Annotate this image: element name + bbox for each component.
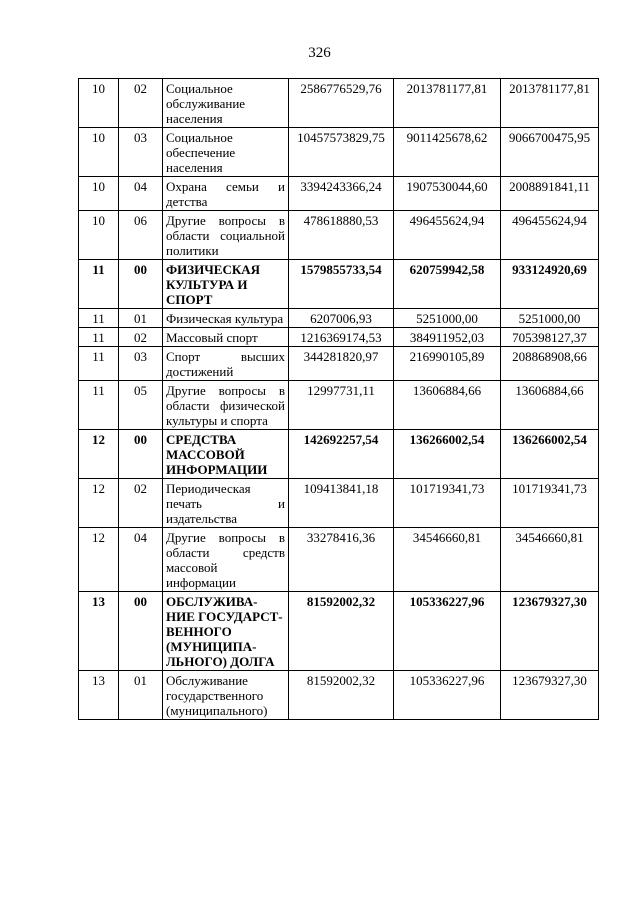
amount-cell-3: 123679327,30 (501, 671, 599, 720)
amount-cell-3: 136266002,54 (501, 430, 599, 479)
amount-cell-2: 384911952,03 (394, 328, 501, 347)
amount-cell-1: 81592002,32 (289, 671, 394, 720)
item-name-cell: Периодическая печать и издательства (163, 479, 289, 528)
item-name-cell: Охрана семьи и детства (163, 177, 289, 211)
amount-cell-2: 1907530044,60 (394, 177, 501, 211)
amount-cell-3: 9066700475,95 (501, 128, 599, 177)
budget-table (78, 78, 599, 720)
amount-cell-2: 5251000,00 (394, 309, 501, 328)
amount-cell-2: 105336227,96 (394, 592, 501, 671)
amount-cell-3: 933124920,69 (501, 260, 599, 309)
amount-cell-2: 620759942,58 (394, 260, 501, 309)
item-name-cell: Массовый спорт (163, 328, 289, 347)
section-code-cell: 10 (79, 211, 119, 260)
amount-cell-1: 1579855733,54 (289, 260, 394, 309)
table-row (79, 177, 599, 211)
section-code-cell: 10 (79, 128, 119, 177)
table-row (79, 381, 599, 430)
amount-cell-1: 2586776529,76 (289, 79, 394, 128)
subsection-code-cell: 02 (119, 479, 163, 528)
subsection-code-cell: 01 (119, 671, 163, 720)
amount-cell-1: 478618880,53 (289, 211, 394, 260)
section-code-cell: 12 (79, 528, 119, 592)
amount-cell-1: 109413841,18 (289, 479, 394, 528)
amount-cell-1: 81592002,32 (289, 592, 394, 671)
subsection-code-cell: 00 (119, 430, 163, 479)
amount-cell-2: 9011425678,62 (394, 128, 501, 177)
section-code-cell: 11 (79, 260, 119, 309)
section-total-row (79, 260, 599, 309)
amount-cell-3: 13606884,66 (501, 381, 599, 430)
subsection-code-cell: 00 (119, 592, 163, 671)
section-total-row (79, 430, 599, 479)
section-code-cell: 10 (79, 177, 119, 211)
amount-cell-1: 1216369174,53 (289, 328, 394, 347)
amount-cell-3: 5251000,00 (501, 309, 599, 328)
section-code-cell: 11 (79, 309, 119, 328)
subsection-code-cell: 03 (119, 347, 163, 381)
amount-cell-1: 12997731,11 (289, 381, 394, 430)
table-row (79, 309, 599, 328)
subsection-code-cell: 04 (119, 528, 163, 592)
table-row (79, 347, 599, 381)
item-name-cell: ОБСЛУЖИВА- НИЕ ГОСУДАРСТ- ВЕННОГО (МУНИЦИПА- ЛЬНОГО) ДОЛГА (163, 592, 289, 671)
amount-cell-1: 10457573829,75 (289, 128, 394, 177)
amount-cell-2: 2013781177,81 (394, 79, 501, 128)
table-row (79, 528, 599, 592)
item-name-cell: Обслуживание государственного (муниципального) (163, 671, 289, 720)
section-code-cell: 10 (79, 79, 119, 128)
table-row (79, 79, 599, 128)
amount-cell-2: 216990105,89 (394, 347, 501, 381)
amount-cell-1: 344281820,97 (289, 347, 394, 381)
item-name-cell: Другие вопросы в области физической культуры и спорта (163, 381, 289, 430)
amount-cell-3: 2008891841,11 (501, 177, 599, 211)
table-row (79, 671, 599, 720)
amount-cell-3: 2013781177,81 (501, 79, 599, 128)
section-code-cell: 13 (79, 592, 119, 671)
subsection-code-cell: 01 (119, 309, 163, 328)
budget-table-body (79, 79, 599, 720)
section-code-cell: 12 (79, 479, 119, 528)
page-number: 326 (308, 45, 331, 61)
section-code-cell: 11 (79, 347, 119, 381)
amount-cell-2: 101719341,73 (394, 479, 501, 528)
amount-cell-3: 123679327,30 (501, 592, 599, 671)
amount-cell-1: 3394243366,24 (289, 177, 394, 211)
section-code-cell: 13 (79, 671, 119, 720)
item-name-cell: Физическая культура (163, 309, 289, 328)
item-name-cell: Другие вопросы в области социальной политики (163, 211, 289, 260)
subsection-code-cell: 02 (119, 79, 163, 128)
section-total-row (79, 592, 599, 671)
subsection-code-cell: 03 (119, 128, 163, 177)
section-code-cell: 11 (79, 381, 119, 430)
table-row (79, 479, 599, 528)
subsection-code-cell: 00 (119, 260, 163, 309)
amount-cell-3: 705398127,37 (501, 328, 599, 347)
amount-cell-1: 33278416,36 (289, 528, 394, 592)
item-name-cell: ФИЗИЧЕСКАЯ КУЛЬТУРА И СПОРТ (163, 260, 289, 309)
section-code-cell: 12 (79, 430, 119, 479)
subsection-code-cell: 02 (119, 328, 163, 347)
subsection-code-cell: 04 (119, 177, 163, 211)
subsection-code-cell: 05 (119, 381, 163, 430)
amount-cell-1: 142692257,54 (289, 430, 394, 479)
item-name-cell: Социальное обеспечение населения (163, 128, 289, 177)
item-name-cell: Спорт высших достижений (163, 347, 289, 381)
table-row (79, 328, 599, 347)
amount-cell-3: 101719341,73 (501, 479, 599, 528)
item-name-cell: Другие вопросы в области средств массовой информации (163, 528, 289, 592)
amount-cell-3: 34546660,81 (501, 528, 599, 592)
table-row (79, 128, 599, 177)
table-row (79, 211, 599, 260)
item-name-cell: СРЕДСТВА МАССОВОЙ ИНФОРМАЦИИ (163, 430, 289, 479)
amount-cell-2: 136266002,54 (394, 430, 501, 479)
section-code-cell: 11 (79, 328, 119, 347)
subsection-code-cell: 06 (119, 211, 163, 260)
amount-cell-2: 105336227,96 (394, 671, 501, 720)
amount-cell-3: 208868908,66 (501, 347, 599, 381)
amount-cell-2: 34546660,81 (394, 528, 501, 592)
amount-cell-1: 6207006,93 (289, 309, 394, 328)
amount-cell-3: 496455624,94 (501, 211, 599, 260)
item-name-cell: Социальное обслуживание населения (163, 79, 289, 128)
amount-cell-2: 496455624,94 (394, 211, 501, 260)
amount-cell-2: 13606884,66 (394, 381, 501, 430)
